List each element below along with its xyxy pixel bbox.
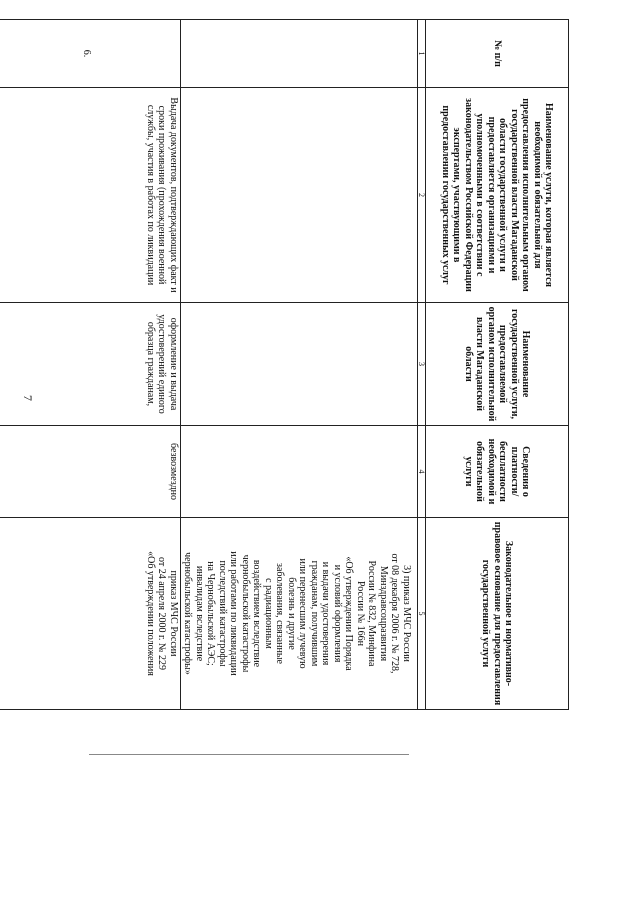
continued-basis-cell: 3) приказ МЧС России от 08 декабря 2006 г. № 728, Минздравсоцразвития России № 832, Минфина России № 166н «Об утверждении Порядка и условий оформления и выдачи удостоверения гражданам, получившим или перенесшим лучевую болезнь и другие заболевания, связанные с радиационным воздействием вследствие чернобыльской катастрофы или работами по ликвидации последствий катастрофы на Чернобыльской АЭС; инвалидам вследствие чернобыльской катастрофы» [181, 518, 418, 710]
row-basis-cell [0, 518, 181, 710]
row-basis-text: приказ МЧС России от 24 апреля 2000 г. № 229 «Об утверждении положения [145, 551, 179, 676]
header-state-service: Наименование государственной услуги, предоставляемой органом исполнительной власти Магаданской области [426, 303, 569, 426]
header-required-service: Наименование услуги, которая является необходимой и обязательной для предоставления исполнительным органом государственной власти Магаданской области государственной услуги и предоставляется организациями и уполномоченными в соответствии с законодательством Российской Федерации экспертами, участвующими в предоставлении государственных услуг [426, 88, 569, 303]
rotated-table-sheet [71, 19, 569, 709]
table-row-continued [181, 20, 418, 710]
column-number: 4 [418, 426, 426, 518]
header-payment-info: Сведения о платности/ бесплатности необходимой и обязательной услуги [426, 426, 569, 518]
footer-rule [89, 754, 409, 755]
page-number: 7 [21, 395, 35, 401]
continued-state-service-cell [181, 303, 418, 426]
continued-payment-cell [181, 426, 418, 518]
row-number-cell: 6. [0, 20, 181, 88]
row-state-service-text: оформление и выдача удостоверений единого образца гражданам, [145, 314, 179, 414]
column-number: 5 [418, 518, 426, 710]
row-service-text: Выдача документов, подтверждающих факт и сроки проживания (прохождения военной службы, участия в работах по ликвидации [145, 97, 179, 293]
header-number: № п/п [426, 20, 569, 88]
table-row [0, 20, 181, 710]
header-legal-basis: Законодательное и нормативно-правовое основание для предоставления государственной услуги [426, 518, 569, 710]
row-service-cell [0, 88, 181, 303]
column-number: 3 [418, 303, 426, 426]
column-number-row [418, 20, 426, 710]
continued-service-cell [181, 88, 418, 303]
row-payment-cell [0, 426, 181, 518]
services-table [0, 19, 569, 710]
row-state-service-cell [0, 303, 181, 426]
column-number: 2 [418, 88, 426, 303]
column-number: 1 [418, 20, 426, 88]
row-payment-text: безвозмездно [168, 442, 179, 501]
table-header-row [426, 20, 569, 710]
continued-number-cell [181, 20, 418, 88]
